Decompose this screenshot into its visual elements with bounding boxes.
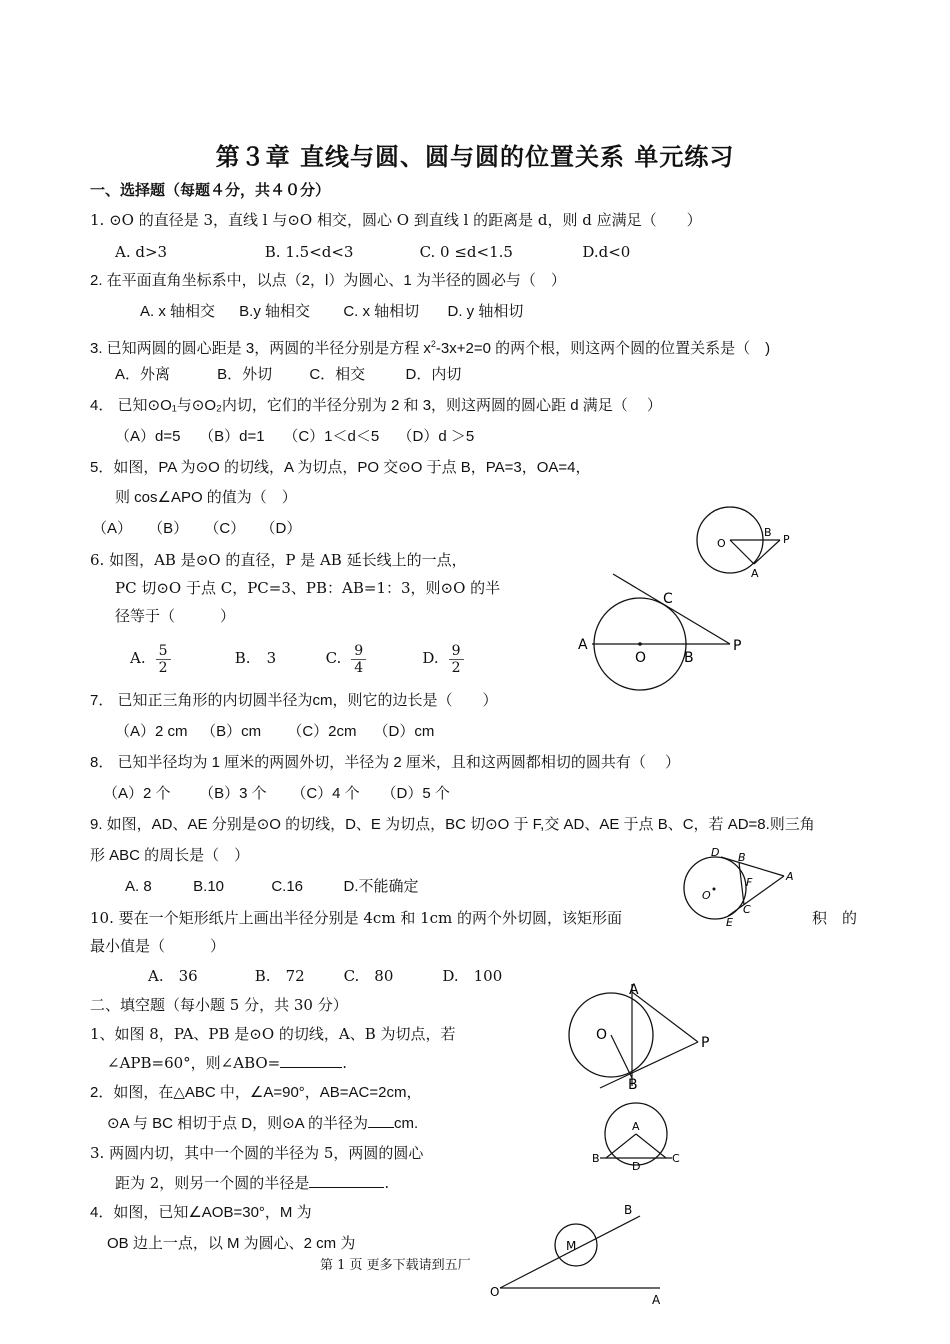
tangent-pa (632, 992, 698, 1042)
option-b: B.y 轴相交 (239, 303, 311, 320)
option-a: A. d>3 (115, 243, 168, 261)
question-10-stem-tail: 积 的 (812, 909, 858, 927)
question-6-stem-3: 径等于（ ） (115, 607, 236, 625)
question-10-options (148, 966, 502, 986)
option-b: B. 72 (254, 967, 305, 985)
label-b: B (624, 1203, 633, 1217)
option-c: C.16 (271, 878, 304, 895)
figure-fill-2 (590, 1098, 685, 1170)
label-a: A (751, 567, 759, 580)
fraction-d (449, 643, 464, 676)
segment-oa (730, 540, 754, 564)
question-6-stem-2: PC 切⊙O 于点 C，PC=3、PB：AB=1：3，则⊙O 的半 (115, 579, 501, 597)
radius-ob (611, 1035, 632, 1078)
figure-q9 (676, 842, 801, 930)
option-b (235, 636, 321, 680)
label-a: A (629, 982, 639, 998)
question-2-stem: 2. 在平面直角坐标系中，以点（2，l）为圆心、1 为半径的圆必与（ ） (90, 272, 566, 289)
segment-ap (754, 540, 780, 564)
segment-ac (636, 1134, 666, 1158)
option-a-label: A. (130, 649, 146, 667)
option-a: A. x 轴相交 (140, 303, 216, 320)
segment-ab (606, 1134, 636, 1158)
option-d: （D）5 个 (381, 785, 450, 802)
fill-1-text: ∠APB=60°，则∠ABO= (107, 1054, 281, 1072)
option-d: D. y 轴相切 (447, 303, 524, 320)
fill-1-stem-2 (107, 1053, 347, 1073)
fill-2-text: ⊙A 与 BC 相切于点 D，则⊙A 的半径为 (107, 1115, 368, 1132)
fraction-a (156, 643, 171, 676)
label-a: A (786, 870, 794, 883)
option-c: C. 0 ≤d<1.5 (419, 243, 513, 261)
option-b-label: B. (234, 649, 251, 667)
label-d: D (632, 1160, 641, 1170)
center-dot (638, 642, 642, 646)
question-9-stem-2: 形 ABC 的周长是（ ） (90, 847, 250, 864)
question-8-stem: 8． 已知半径均为 1 厘米的两圆外切，半径为 2 厘米，且和这两圆都相切的圆共有（ ） (90, 754, 681, 771)
question-4-options (115, 427, 474, 447)
label-b: B (628, 1077, 638, 1090)
option-a: （A）2 个 (103, 785, 171, 802)
label-c: C (672, 1152, 680, 1165)
option-d-label: D. (422, 649, 439, 667)
question-1-stem: 1. ⊙O 的直径是 3，直线 l 与⊙O 相交，圆心 O 到直线 l 的距离是 d，则 d 应满足（ ） (90, 211, 702, 229)
question-1-options (115, 242, 630, 262)
figure-fill-4 (486, 1198, 666, 1308)
option-c: （C）2cm (287, 723, 357, 740)
option-a: （A）2 cm (115, 723, 188, 740)
question-6-stem: 6. 如图，AB 是⊙O 的直径，P 是 AB 延长线上的一点， (90, 551, 467, 569)
option-c: （C）1＜d＜5 (283, 428, 380, 445)
question-4-stem: 4． 已知⊙O₁与⊙O₂内切，它们的半径分别为 2 和 3，则这两圆的圆心距 d 满足（ ） (90, 397, 662, 414)
label-c: C (743, 903, 751, 916)
option-a: A. 8 (125, 878, 152, 895)
fill-3-text: 距为 2，则另一个圆的半径是 (115, 1174, 310, 1192)
option-b: （B）d=1 (199, 428, 265, 445)
page-title: 第３章 直线与圆、圆与圆的位置关系 单元练习 (215, 143, 735, 171)
question-7-options (115, 722, 434, 742)
label-b: B (684, 650, 694, 666)
question-5-stem: 5．如图，PA 为⊙O 的切线，A 为切点，PO 交⊙O 于点 B，PA=3，OA=4， (90, 459, 591, 476)
section-heading-fill: 二、填空题（每小题 5 分，共 30 分） (90, 996, 348, 1014)
page-footer: 第 1 页 更多下载请到五厂 (320, 1258, 471, 1273)
option-d: D.不能确定 (343, 878, 419, 895)
answer-blank[interactable] (280, 1053, 342, 1068)
question-5-options (92, 519, 301, 539)
label-o: O (717, 537, 726, 550)
question-3-stem-b: -3x+2=0 的两个根，则这两个圆的位置关系是（ ) (435, 340, 771, 357)
question-2-options (140, 302, 523, 322)
label-f: F (746, 876, 753, 889)
question-5-stem-2: 则 cos∠APO 的值为（ ） (115, 489, 297, 506)
option-a: A. 36 (148, 967, 198, 985)
section-heading-choice: 一、选择题（每题４分，共４０分） (90, 181, 331, 199)
fill-3-stem-2 (115, 1173, 389, 1193)
label-b: B (738, 851, 746, 864)
option-b: B. 1.5<d<3 (264, 243, 354, 261)
tangent-ae (728, 876, 784, 916)
label-b: B (764, 526, 772, 539)
label-c: C (663, 591, 673, 607)
fraction-d-den: 2 (451, 659, 461, 676)
label-p: P (701, 1035, 710, 1051)
answer-blank[interactable] (309, 1173, 384, 1188)
fraction-d-num: 9 (449, 643, 464, 660)
fill-2-stem-2 (107, 1113, 418, 1134)
option-d: D.d<0 (582, 243, 631, 261)
option-c: （C） (204, 520, 246, 537)
question-8-options (103, 784, 450, 804)
option-a: （A）d=5 (115, 428, 181, 445)
label-a: A (632, 1120, 640, 1133)
question-9-stem: 9. 如图，AD、AE 分别是⊙O 的切线，D、E 为切点，BC 切⊙O 于 F,交 AD、AE 于点 B、C，若 AD=8.则三角 (90, 816, 815, 833)
question-9-options (125, 877, 419, 897)
option-d: D. 100 (442, 967, 503, 985)
fill-4-stem: 4．如图，已知∠AOB=30°，M 为 (90, 1204, 312, 1221)
option-d (422, 636, 463, 680)
fill-1-end: . (342, 1054, 348, 1072)
label-a: A (578, 637, 588, 653)
label-m: M (566, 1239, 577, 1253)
label-b: B (592, 1152, 600, 1165)
option-b: （B） (148, 520, 189, 537)
fill-1-stem: 1、如图 8，PA、PB 是⊙O 的切线，A、B 为切点，若 (90, 1025, 456, 1043)
option-a: （A） (92, 520, 133, 537)
label-o: O (702, 889, 711, 902)
label-d: D (711, 846, 720, 859)
option-b-value: 3 (266, 649, 277, 667)
option-c-label: C. (325, 649, 342, 667)
option-c: C. x 轴相切 (343, 303, 420, 320)
tangent-pc (613, 574, 730, 644)
option-b: B.10 (193, 878, 225, 895)
fill-3-stem: 3. 两圆内切，其中一个圆的半径为 5，两圆的圆心 (90, 1144, 424, 1162)
question-3-stem (90, 334, 770, 359)
label-p: P (783, 533, 790, 546)
center-dot (713, 888, 716, 891)
fill-2-end: cm. (394, 1115, 419, 1132)
fill-2-stem: 2．如图，在△ABC 中，∠A=90°，AB=AC=2cm， (90, 1084, 422, 1101)
option-b: （B）3 个 (199, 785, 267, 802)
fraction-c-num: 9 (351, 643, 366, 660)
question-3-options (115, 365, 461, 385)
question-10-stem: 10. 要在一个矩形纸片上画出半径分别是 4cm 和 1cm 的两个外切圆，该矩形面 (90, 909, 623, 927)
tangent-pb (600, 1042, 698, 1088)
option-c: C. 80 (343, 967, 394, 985)
fraction-a-num: 5 (156, 643, 171, 660)
option-a (130, 636, 230, 680)
option-c: C．相交 (309, 366, 366, 383)
option-d: D．内切 (405, 366, 462, 383)
option-d: （D）cm (373, 723, 435, 740)
option-b: B．外切 (217, 366, 273, 383)
answer-blank[interactable] (368, 1113, 394, 1128)
option-b: （B）cm (201, 723, 262, 740)
option-d: （D）d ＞5 (397, 428, 475, 445)
label-e: E (726, 916, 733, 929)
question-7-stem: 7． 已知正三角形的内切圆半径为cm，则它的边长是（ ） (90, 692, 498, 709)
label-a: A (652, 1293, 661, 1307)
tangent-ad (721, 857, 784, 876)
label-o: O (596, 1027, 608, 1043)
fraction-a-den: 2 (158, 659, 168, 676)
option-c (326, 636, 418, 680)
question-3-stem-a: 3. 已知两圆的圆心距是 3，两圆的半径分别是方程 x (90, 340, 431, 357)
option-d: （D） (260, 520, 302, 537)
fraction-c-den: 4 (354, 659, 364, 676)
figure-q6 (570, 570, 760, 695)
fill-4-stem-2: OB 边上一点，以 M 为圆心、2 cm 为 (107, 1235, 356, 1252)
tangent-bc (739, 862, 744, 905)
fill-3-end: . (384, 1174, 390, 1192)
fraction-c (351, 643, 366, 676)
option-c: （C）4 个 (291, 785, 360, 802)
label-o: O (490, 1285, 500, 1299)
figure-fill-1 (565, 980, 725, 1090)
label-o: O (635, 650, 647, 666)
question-6-options (130, 636, 464, 680)
label-p: P (733, 638, 742, 654)
exponent: 2 (430, 339, 436, 349)
option-a: A．外离 (115, 366, 171, 383)
question-10-stem-2: 最小值是（ ） (90, 937, 226, 955)
